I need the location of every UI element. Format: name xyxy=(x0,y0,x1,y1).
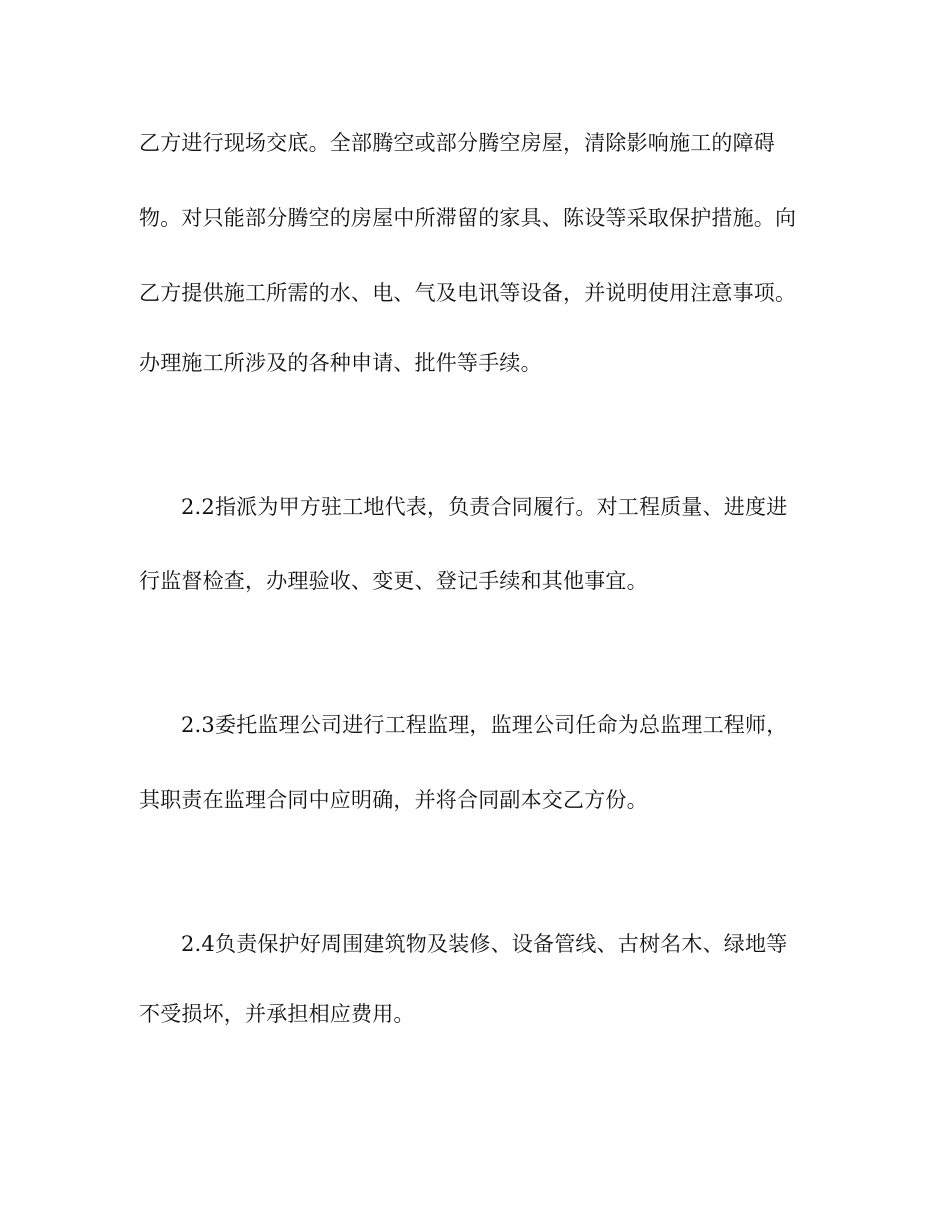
paragraph-line: 不受损坏，并承担相应费用。 xyxy=(139,1002,415,1026)
clause-2-3-line: 2.3委托监理公司进行工程监理，监理公司任命为总监理工程师， xyxy=(181,713,788,737)
paragraph-line: 物。对只能部分腾空的房屋中所滞留的家具、陈设等采取保护措施。向 xyxy=(139,206,797,230)
paragraph-line: 其职责在监理合同中应明确，并将合同副本交乙方份。 xyxy=(139,788,648,812)
paragraph-line: 办理施工所涉及的各种申请、批件等手续。 xyxy=(139,351,542,375)
clause-2-2-line: 2.2指派为甲方驻工地代表，负责合同履行。对工程质量、进度进 xyxy=(181,495,788,519)
paragraph-line: 乙方进行现场交底。全部腾空或部分腾空房屋，清除影响施工的障碍 xyxy=(139,131,775,155)
clause-2-4-line: 2.4负责保护好周围建筑物及装修、设备管线、古树名木、绿地等 xyxy=(181,932,788,956)
paragraph-line: 行监督检查，办理验收、变更、登记手续和其他事宜。 xyxy=(139,569,648,593)
paragraph-line: 乙方提供施工所需的水、电、气及电讯等设备，并说明使用注意事项。 xyxy=(139,281,797,305)
